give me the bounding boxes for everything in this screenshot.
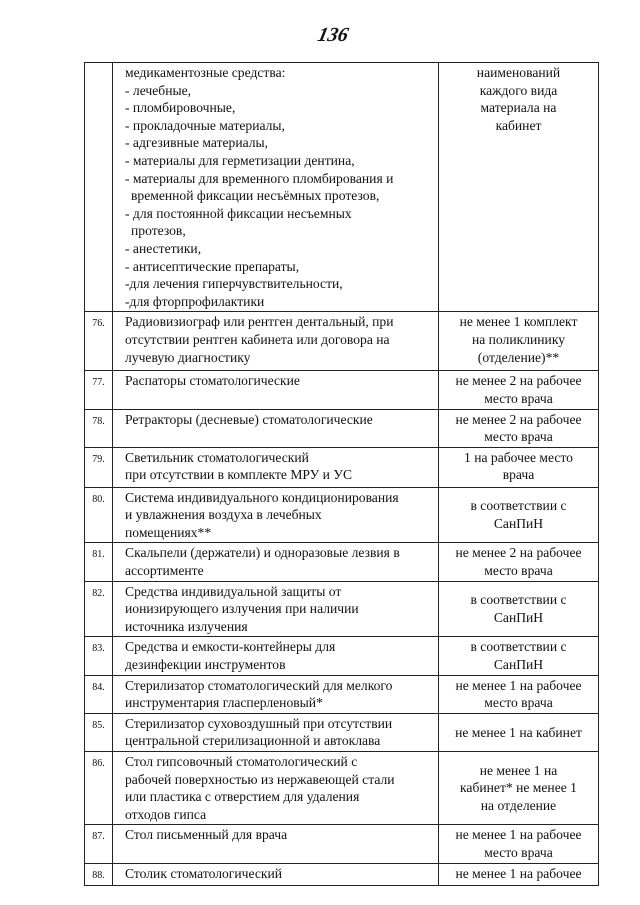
- item-name-cell: [113, 371, 439, 409]
- item-name-cell: [113, 675, 439, 713]
- item-quantity-cell: [439, 312, 599, 371]
- item-quantity-line: в соответствии с: [470, 639, 567, 655]
- item-name-cell: [113, 581, 439, 637]
- item-name-line: Распаторы стоматологические: [125, 373, 300, 389]
- row-number: 81.: [85, 543, 113, 581]
- item-name-line: Средства и емкости-контейнеры для: [125, 639, 336, 655]
- item-quantity-line: СанПиН: [493, 610, 544, 626]
- item-name-cell: [113, 752, 439, 825]
- item-name-line: при отсутствии в комплекте МРУ и УС: [125, 467, 353, 483]
- row-number: 88.: [85, 863, 113, 885]
- item-name-line: центральной стерилизационной и автоклава: [125, 733, 381, 749]
- item-quantity-cell: [439, 675, 599, 713]
- item-name-line: отходов гипса: [125, 806, 207, 822]
- row-number: 78.: [85, 409, 113, 447]
- item-name-line: или пластика с отверстием для удаления: [125, 789, 360, 805]
- item-name-line: Ретракторы (десневые) стоматологические: [125, 411, 373, 427]
- item-quantity-cell: [439, 487, 599, 543]
- item-name-line: дезинфекции инструментов: [125, 657, 286, 673]
- item-name-cell: [113, 487, 439, 543]
- item-quantity-line: не менее 1 на: [479, 762, 558, 778]
- item-quantity-cell: [439, 637, 599, 675]
- item-quantity-line: врача: [502, 467, 535, 483]
- item-name-line: Стерилизатор суховоздушный при отсутствии: [125, 715, 393, 731]
- row-number: 80.: [85, 487, 113, 543]
- table-row: [85, 312, 599, 371]
- item-quantity-line: не менее 1 на рабочее: [455, 865, 582, 881]
- item-quantity-line: не менее 2 на рабочее: [455, 411, 582, 427]
- item-name-line: помещениях**: [125, 524, 212, 540]
- item-quantity-line: не менее 1 на рабочее: [455, 827, 582, 843]
- item-quantity-line: на отделение: [480, 797, 557, 813]
- item-quantity-line: СанПиН: [493, 657, 544, 673]
- item-name-line: лучевую диагностику: [125, 349, 251, 365]
- item-name-line: Стол письменный для врача: [125, 827, 288, 843]
- table-row: [85, 371, 599, 409]
- table-row: [85, 713, 599, 751]
- table-row: [85, 487, 599, 543]
- item-quantity-cell: [439, 409, 599, 447]
- item-name-cell: [113, 543, 439, 581]
- item-quantity-cell: [439, 752, 599, 825]
- item-name-line: Система индивидуального кондиционирования: [125, 489, 399, 505]
- item-name-line: источника излучения: [125, 618, 248, 634]
- item-name-line: - пломбировочные,: [125, 100, 236, 116]
- row-number: 85.: [85, 713, 113, 751]
- item-name-line: Радиовизиограф или рентген дентальный, при: [125, 314, 394, 330]
- item-quantity-line: место врача: [484, 695, 553, 711]
- item-quantity-line: место врача: [484, 429, 553, 445]
- row-number: [85, 63, 113, 312]
- item-quantity-cell: [439, 863, 599, 885]
- item-quantity-line: материала на: [480, 100, 557, 116]
- item-name-cell: [113, 863, 439, 885]
- item-quantity-cell: [439, 581, 599, 637]
- table-row: [85, 409, 599, 447]
- item-name-line: Столик стоматологический: [125, 865, 283, 881]
- item-quantity-line: (отделение)**: [477, 349, 560, 365]
- item-name-cell: [113, 63, 439, 312]
- item-quantity-line: место врача: [484, 844, 553, 860]
- item-quantity-line: в соответствии с: [470, 498, 567, 514]
- item-quantity-line: каждого вида: [479, 82, 558, 98]
- item-name-line: ионизирующего излучения при наличии: [125, 601, 359, 617]
- item-quantity-line: кабинет* не менее 1: [460, 780, 577, 796]
- item-name-line: - материалы для герметизации дентина,: [125, 152, 355, 168]
- row-number: 82.: [85, 581, 113, 637]
- item-name-cell: [113, 312, 439, 371]
- item-name-line: Скальпели (держатели) и одноразовые лезвия в: [125, 545, 400, 561]
- item-quantity-cell: [439, 543, 599, 581]
- item-name-line: Светильник стоматологический: [125, 449, 309, 465]
- item-quantity-line: не менее 1 комплект: [459, 314, 578, 330]
- item-name-line: и увлажнения воздуха в лечебных: [125, 507, 322, 523]
- item-name-line: - материалы для временного пломбирования и: [125, 170, 394, 186]
- item-quantity-line: не менее 1 на рабочее: [455, 677, 582, 693]
- item-name-line: - адгезивные материалы,: [125, 135, 269, 151]
- item-quantity-cell: [439, 825, 599, 863]
- item-name-line: -для фторпрофилактики: [125, 293, 265, 309]
- item-name-line: Средства индивидуальной защиты от: [125, 583, 342, 599]
- table-row: [85, 543, 599, 581]
- item-quantity-line: на поликлинику: [471, 331, 566, 347]
- item-quantity-line: наименований: [476, 65, 561, 80]
- table-row: [85, 581, 599, 637]
- item-name-line: - анестетики,: [125, 240, 202, 256]
- equipment-table: [84, 62, 599, 886]
- page-number: 136: [315, 24, 351, 46]
- item-name-line: - прокладочные материалы,: [125, 117, 285, 133]
- item-quantity-line: СанПиН: [493, 516, 544, 532]
- row-number: 86.: [85, 752, 113, 825]
- row-number: 87.: [85, 825, 113, 863]
- item-quantity-cell: [439, 713, 599, 751]
- item-quantity-cell: [439, 447, 599, 487]
- item-name-line: - для постоянной фиксации несъемных: [125, 205, 352, 221]
- item-name-line: рабочей поверхностью из нержавеющей стали: [125, 771, 395, 787]
- row-number: 76.: [85, 312, 113, 371]
- table-row: [85, 63, 599, 312]
- item-name-cell: [113, 713, 439, 751]
- item-name-line: временной фиксации несъёмных протезов,: [131, 188, 380, 204]
- item-name-line: - лечебные,: [125, 82, 192, 98]
- item-name-line: -для лечения гиперчувствительности,: [125, 276, 343, 292]
- item-quantity-cell: [439, 371, 599, 409]
- row-number: 84.: [85, 675, 113, 713]
- item-name-line: отсутствии рентген кабинета или договора на: [125, 331, 390, 347]
- item-name-cell: [113, 409, 439, 447]
- item-quantity-line: не менее 1 на кабинет: [455, 724, 582, 740]
- item-name-line: Стерилизатор стоматологический для мелкого: [125, 677, 393, 693]
- item-quantity-line: кабинет: [495, 117, 542, 133]
- table-row: [85, 447, 599, 487]
- item-name-cell: [113, 825, 439, 863]
- item-name-line: протезов,: [131, 223, 186, 239]
- item-quantity-line: место врача: [484, 563, 553, 579]
- item-name-line: ассортименте: [125, 563, 204, 579]
- table-row: [85, 752, 599, 825]
- item-quantity-line: не менее 2 на рабочее: [455, 373, 582, 389]
- item-quantity-line: не менее 2 на рабочее: [455, 545, 582, 561]
- item-quantity-cell: [439, 63, 599, 312]
- table-row: [85, 637, 599, 675]
- item-name-cell: [113, 447, 439, 487]
- table-row: [85, 825, 599, 863]
- row-number: 79.: [85, 447, 113, 487]
- item-name-line: медикаментозные средства:: [125, 65, 286, 80]
- item-name-line: Стол гипсовочный стоматологический с: [125, 754, 358, 769]
- item-name-line: - антисептические препараты,: [125, 258, 300, 274]
- row-number: 83.: [85, 637, 113, 675]
- table-row: [85, 675, 599, 713]
- item-quantity-line: в соответствии с: [470, 592, 567, 608]
- item-quantity-line: место врача: [484, 390, 553, 406]
- item-quantity-line: 1 на рабочее место: [464, 449, 573, 465]
- row-number: 77.: [85, 371, 113, 409]
- item-name-cell: [113, 637, 439, 675]
- table-row: [85, 863, 599, 885]
- item-name-line: инструментария гласперленовый*: [125, 695, 323, 711]
